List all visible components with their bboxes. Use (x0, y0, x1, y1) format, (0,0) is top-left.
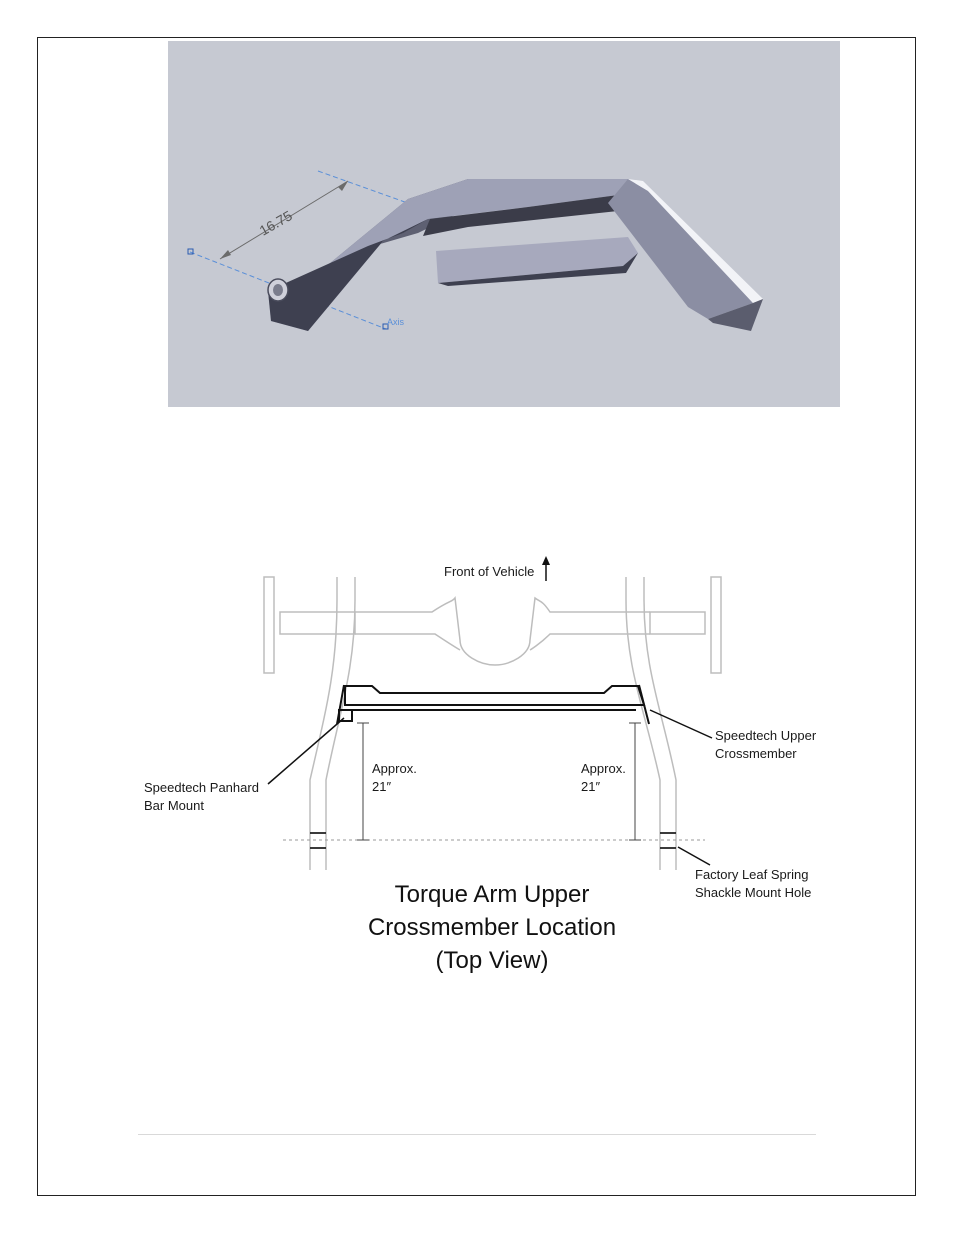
left-axle-tube (280, 612, 355, 634)
right-wheel-hub (711, 577, 721, 673)
differential-outline (355, 598, 650, 665)
differential-lower-right (530, 634, 650, 650)
ghost-chassis (264, 577, 721, 870)
cad-render-svg (168, 41, 840, 407)
panhard-line-1: Speedtech Panhard (144, 780, 259, 795)
leader-leaf-spring (678, 847, 710, 865)
cad-render-image (168, 41, 840, 407)
title-line-1: Torque Arm Upper (394, 881, 590, 908)
left-frame-rail (310, 577, 355, 870)
approx-right-line-1: Approx. (581, 761, 626, 776)
dimension-value-label: 16.75 (256, 207, 295, 239)
front-of-vehicle-label: Front of Vehicle (444, 564, 535, 579)
approx-left-callout (372, 760, 417, 796)
upper-crossmember-line-2: Crossmember (715, 746, 797, 761)
footer-rule (138, 1134, 816, 1135)
bushing-hole (273, 284, 283, 296)
diagram-title (300, 878, 684, 977)
panhard-mount-callout (144, 779, 259, 815)
approx-left-line-1: Approx. (372, 761, 417, 776)
crossmember-outline (345, 686, 644, 705)
left-wheel-hub (264, 577, 274, 673)
differential-lower-left (355, 634, 460, 650)
front-arrow-head (542, 556, 550, 565)
axis-label: Axis (387, 317, 405, 327)
title-line-3: (Top View) (435, 947, 549, 974)
leaf-spring-line-1: Factory Leaf Spring (695, 867, 809, 882)
right-axle-tube (650, 612, 705, 634)
dimension-arrow-left (220, 250, 231, 259)
upper-crossmember-line-1: Speedtech Upper (715, 728, 817, 743)
upper-crossmember-callout (715, 727, 816, 763)
leaf-spring-line-2: Shackle Mount Hole (695, 885, 812, 900)
approx-right-line-2: 21″ (581, 779, 601, 794)
approx-right-callout (581, 760, 626, 796)
approx-left-line-2: 21″ (372, 779, 392, 794)
panhard-line-2: Bar Mount (144, 798, 204, 813)
upper-crossmember (337, 685, 649, 724)
leader-lines (268, 710, 712, 865)
leader-upper-crossmember (650, 710, 712, 738)
title-line-2: Crossmember Location (367, 914, 617, 941)
leaf-spring-callout (695, 866, 811, 902)
